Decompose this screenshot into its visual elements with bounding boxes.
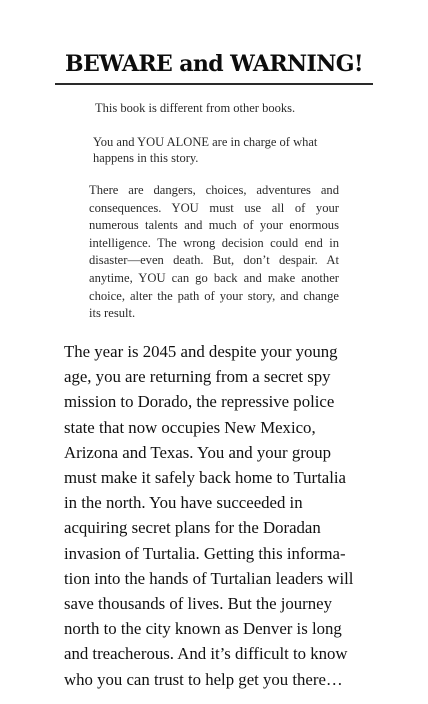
- story-paragraph: [64, 339, 358, 692]
- intro-paragraph-2: You and YOU ALONE are in charge of what happens in this story.: [93, 135, 318, 165]
- story-line: north to the city known as Denver is long: [64, 619, 342, 639]
- story-line: save thousands of lives. But the journey: [64, 594, 332, 614]
- story-line: mission to Dorado, the repressive police: [64, 392, 335, 412]
- story-line: who you can trust to help get you there…: [64, 669, 343, 689]
- story-line: state that now occupies New Mexico,: [64, 417, 316, 437]
- page-title: BEWARE and WARNING!: [65, 51, 363, 77]
- story-line: invasion of Turtalia. Getting this informa-: [64, 543, 346, 563]
- intro-paragraph-3: There are dangers, choices, adventures and consequences. YOU must use all of your numerous talents and much of your enormous intelligence. The wrong decision could end in disaster—even death. But, don’t despair. At anytime, YOU can go back and make another choice, alter the path of your story, and change its result.: [89, 183, 339, 321]
- story-line: and treacherous. And it’s difficult to know: [64, 644, 348, 664]
- story-line: The year is 2045 and despite your young: [64, 342, 338, 361]
- story-line: Arizona and Texas. You and your group: [64, 442, 331, 462]
- story-line: in the north. You have succeeded in: [64, 493, 303, 513]
- story-line: acquiring secret plans for the Doradan: [64, 518, 321, 538]
- story-line: tion into the hands of Turtalian leaders will: [64, 568, 354, 588]
- story-line: must make it safely back home to Turtalia: [64, 468, 346, 488]
- title-divider: [55, 83, 373, 85]
- story-line: age, you are returning from a secret spy: [64, 367, 331, 387]
- intro-paragraph-1: This book is different from other books.: [95, 101, 296, 115]
